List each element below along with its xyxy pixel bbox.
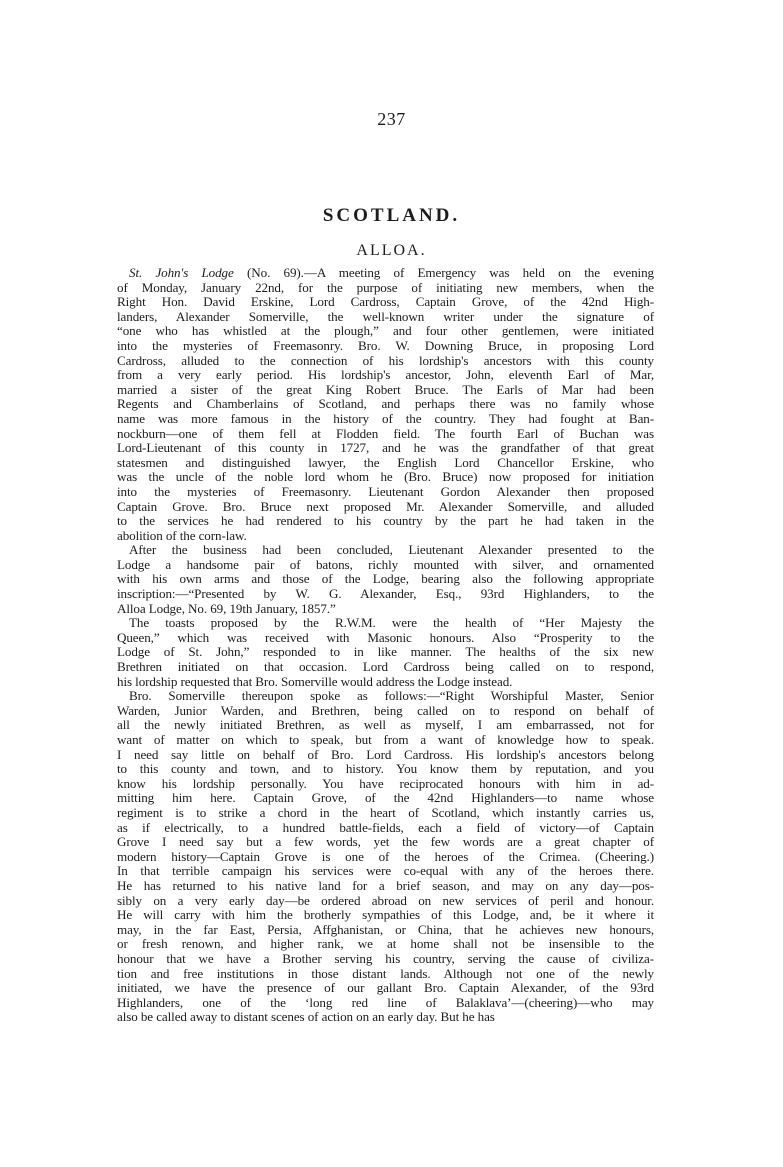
text-line: as if electrically, to a hundred battle-fields, each a field of victory—of Captain — [117, 819, 654, 835]
text-line: mitting him here. Captain Grove, of the 42nd Highlanders—to name whose — [117, 790, 654, 806]
text-line: Lord-Lieutenant of this county in 1727, and he was the grandfather of that great — [117, 440, 654, 456]
text-line: Bro. Somerville thereupon spoke as follows:—“Right Worshipful Master, Senior — [129, 688, 654, 704]
lodge-name: St. John's Lodge — [129, 265, 234, 280]
text-line: into the mysteries of Freemasonry. Lieutenant Gordon Alexander then proposed — [117, 483, 654, 499]
text-line: Lodge of St. John,” responded to in like manner. The healths of the six new — [117, 644, 654, 660]
text-line: Cardross, alluded to the connection of his lordship's ancestors with this county — [117, 352, 654, 368]
text-line: tion and free institutions in those distant lands. Although not one of the newly — [117, 965, 654, 981]
text-line: Highlanders, one of the ‘long red line of Balaklava’—(cheering)—who may — [117, 994, 654, 1010]
text-line: initiated, we have the presence of our gallant Bro. Captain Alexander, of the 93rd — [117, 980, 654, 996]
text-line: name was more famous in the history of the country. They had fought at Ban- — [117, 410, 654, 426]
article-body — [117, 266, 654, 1025]
text-line: statesmen and distinguished lawyer, the English Lord Chancellor Erskine, who — [117, 454, 654, 470]
sub-heading: ALLOA. — [356, 242, 427, 259]
text-line: Queen,” which was received with Masonic honours. Also “Prosperity to the — [117, 629, 654, 645]
text-line: or fresh renown, and higher rank, we at home shall not be insensible to the — [117, 936, 654, 952]
text-line: also be called away to distant scenes of action on an early day. But he has — [117, 1009, 495, 1025]
text-line: with his own arms and those of the Lodge, bearing also the following appropriate — [117, 571, 654, 587]
text-line: married a sister of the great King Robert Bruce. The Earls of Mar had been — [117, 381, 654, 397]
text-line: Brethren initiated on that occasion. Lord Cardross being called on to respond, — [117, 659, 654, 675]
text-line: Warden, Junior Warden, and Brethren, being called on to respond on behalf of — [117, 702, 654, 718]
text-line: regiment is to strike a chord in the heart of Scotland, which instantly carries us, — [117, 804, 654, 820]
text-line: I need say little on behalf of Bro. Lord Cardross. His lordship's ancestors belong — [117, 746, 654, 762]
text-line: Alloa Lodge, No. 69, 19th January, 1857.” — [117, 600, 336, 616]
text-line: Grove I need say but a few words, yet the few words are a great chapter of — [117, 834, 654, 850]
text-line: abolition of the corn-law. — [117, 527, 247, 543]
text-line: In that terrible campaign his services were co-equal with any of the heroes there. — [117, 863, 654, 879]
text-line: Regents and Chamberlains of Scotland, and perhaps there was no family whose — [117, 396, 654, 412]
text-line: want of matter on which to speak, but from a want of knowledge how to speak. — [117, 732, 654, 747]
text-line: into the mysteries of Freemasonry. Bro. W. Downing Bruce, in proposing Lord — [117, 337, 654, 353]
text-lines — [117, 281, 654, 1025]
text-line: landers, Alexander Somerville, the well-known writer under the signature of — [117, 308, 654, 324]
text-line: to the services he had rendered to his country by the part he had taken in the — [117, 513, 654, 529]
text-line: He has returned to his native land for a brief season, and may on any day—pos- — [117, 877, 654, 893]
text-line: all the newly initiated Brethren, as well as myself, I am embarrassed, not for — [117, 717, 654, 733]
first-line-rest: (No. 69).—A meeting of Emergency was held on the evening — [233, 265, 654, 280]
text-line: his lordship requested that Bro. Somerville would address the Lodge instead. — [117, 673, 513, 689]
section-heading: SCOTLAND. — [322, 205, 461, 226]
text-line: of Monday, January 22nd, for the purpose of initiating new members, when the — [117, 279, 654, 295]
text-line: know his lordship personally. You have reciprocated honours with him in ad- — [117, 775, 654, 791]
text-line: nockburn—one of them fell at Flodden field. The fourth Earl of Buchan was — [117, 425, 654, 441]
text-line: modern history—Captain Grove is one of the heroes of the Crimea. (Cheering.) — [117, 848, 654, 864]
text-line: He will carry with him the brotherly sympathies of this Lodge, and, be it where it — [117, 907, 654, 923]
text-line — [117, 266, 654, 281]
text-line: Captain Grove. Bro. Bruce next proposed Mr. Alexander Somerville, and alluded — [117, 498, 654, 514]
text-line: was the uncle of the noble lord whom he (Bro. Bruce) now proposed for initiation — [117, 469, 654, 485]
text-line: from a very early period. His lordship's ancestor, John, eleventh Earl of Mar, — [117, 367, 654, 383]
text-line: Right Hon. David Erskine, Lord Cardross, Captain Grove, of the 42nd High- — [117, 294, 654, 310]
page-number: 237 — [377, 109, 406, 129]
text-line: Lodge a handsome pair of batons, richly mounted with silver, and ornamented — [117, 556, 654, 572]
text-line: “one who has whistled at the plough,” and four other gentlemen, were initiated — [117, 323, 654, 339]
text-line: inscription:—“Presented by W. G. Alexander, Esq., 93rd Highlanders, to the — [117, 586, 654, 602]
text-line: honour that we have a Brother serving his country, serving the cause of civiliza- — [117, 950, 654, 966]
text-line: The toasts proposed by the R.W.M. were the health of “Her Majesty the — [129, 615, 654, 631]
text-line: After the business had been concluded, Lieutenant Alexander presented to the — [129, 542, 654, 558]
text-line: may, in the far East, Persia, Affghanistan, or China, that he achieves new honours, — [117, 921, 654, 937]
text-line: to this county and town, and to history. You know them by reputation, and you — [117, 761, 654, 777]
text-line: sibly on a very early day—be ordered abroad on new services of peril and honour. — [117, 892, 654, 908]
